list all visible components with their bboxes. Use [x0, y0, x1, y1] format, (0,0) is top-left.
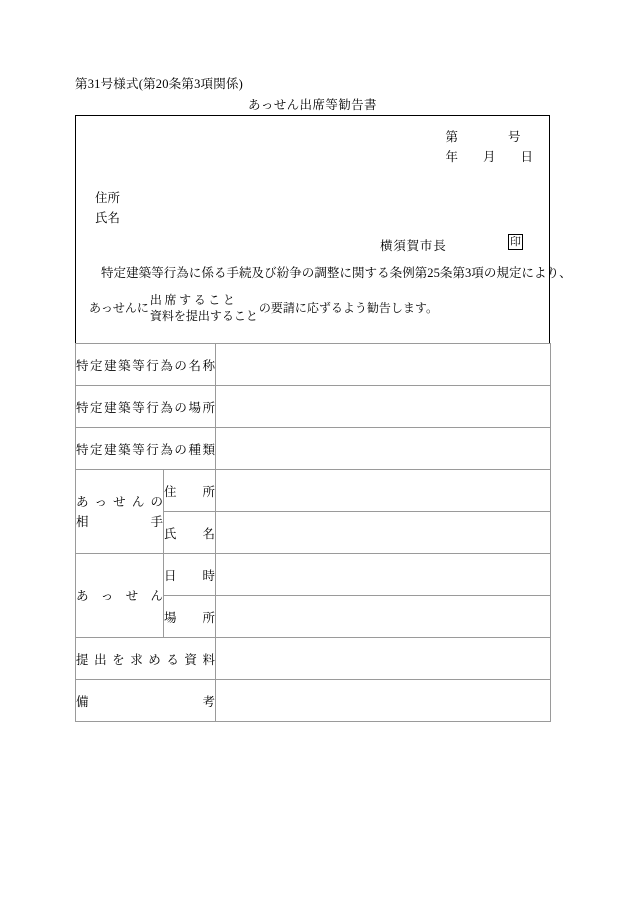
sub-value-mediation-datetime[interactable]	[216, 554, 551, 596]
header-frame	[75, 115, 572, 344]
signer-block	[76, 234, 549, 258]
row-value-requested-documents[interactable]	[216, 638, 551, 680]
document-number-line: 第 号	[445, 130, 521, 144]
option-submit-materials: 資料を提出すること	[149, 309, 258, 323]
sub-label-counterparty-name: 氏名	[164, 512, 216, 554]
header-block	[76, 116, 572, 344]
row-label-remarks: 備考	[76, 680, 216, 722]
number-date-block	[445, 127, 533, 167]
group-label-counterparty-line1: あっせんの	[76, 494, 163, 509]
table-row	[76, 638, 551, 680]
row-value-project-type[interactable]	[216, 428, 551, 470]
sub-value-counterparty-address[interactable]	[216, 470, 551, 512]
body-text	[89, 264, 572, 324]
group-label-counterparty	[76, 470, 164, 554]
body-tail: の要請に応ずるよう勧告します。	[258, 301, 438, 315]
group-label-mediation	[76, 554, 164, 638]
table-row	[76, 470, 551, 512]
option-stack	[150, 292, 258, 324]
table-row	[76, 386, 551, 428]
sub-label-mediation-place: 場所	[164, 596, 216, 638]
group-label-mediation-text: あっせん	[76, 588, 163, 603]
table-row	[76, 680, 551, 722]
row-value-remarks[interactable]	[216, 680, 551, 722]
row-label-requested-documents: 提出を求める資料	[76, 638, 216, 680]
sub-label-counterparty-address: 住所	[164, 470, 216, 512]
addressee-block	[95, 188, 120, 228]
seal-stamp-box: 印	[510, 235, 521, 248]
body-lead: あっせんに	[89, 301, 149, 315]
row-value-project-name[interactable]	[216, 344, 551, 386]
table-row	[76, 428, 551, 470]
sub-value-counterparty-name[interactable]	[216, 512, 551, 554]
document-title: あっせん出席等勧告書	[248, 98, 377, 112]
body-line-2	[89, 292, 540, 324]
row-label-project-location: 特定建築等行為の場所	[76, 386, 216, 428]
table-row	[76, 344, 551, 386]
row-label-project-type: 特定建築等行為の種類	[76, 428, 216, 470]
signer-title: 横須賀市長	[380, 239, 447, 253]
form-number: 第31号様式(第20条第3項関係)	[75, 77, 243, 91]
sub-label-mediation-datetime: 日時	[164, 554, 216, 596]
group-label-counterparty-line2: 相手	[76, 514, 163, 529]
address-label: 住所	[95, 191, 121, 205]
document-date-line: 年 月 日	[445, 150, 533, 164]
body-line-1: 特定建築等行為に係る手続及び紛争の調整に関する条例第25条第3項の規定により、	[101, 266, 572, 280]
name-label: 氏名	[95, 211, 121, 225]
option-attend: 出席すること	[149, 293, 238, 307]
row-value-project-location[interactable]	[216, 386, 551, 428]
table-row	[76, 554, 551, 596]
row-label-project-name: 特定建築等行為の名称	[76, 344, 216, 386]
sub-value-mediation-place[interactable]	[216, 596, 551, 638]
form-table	[75, 343, 551, 722]
